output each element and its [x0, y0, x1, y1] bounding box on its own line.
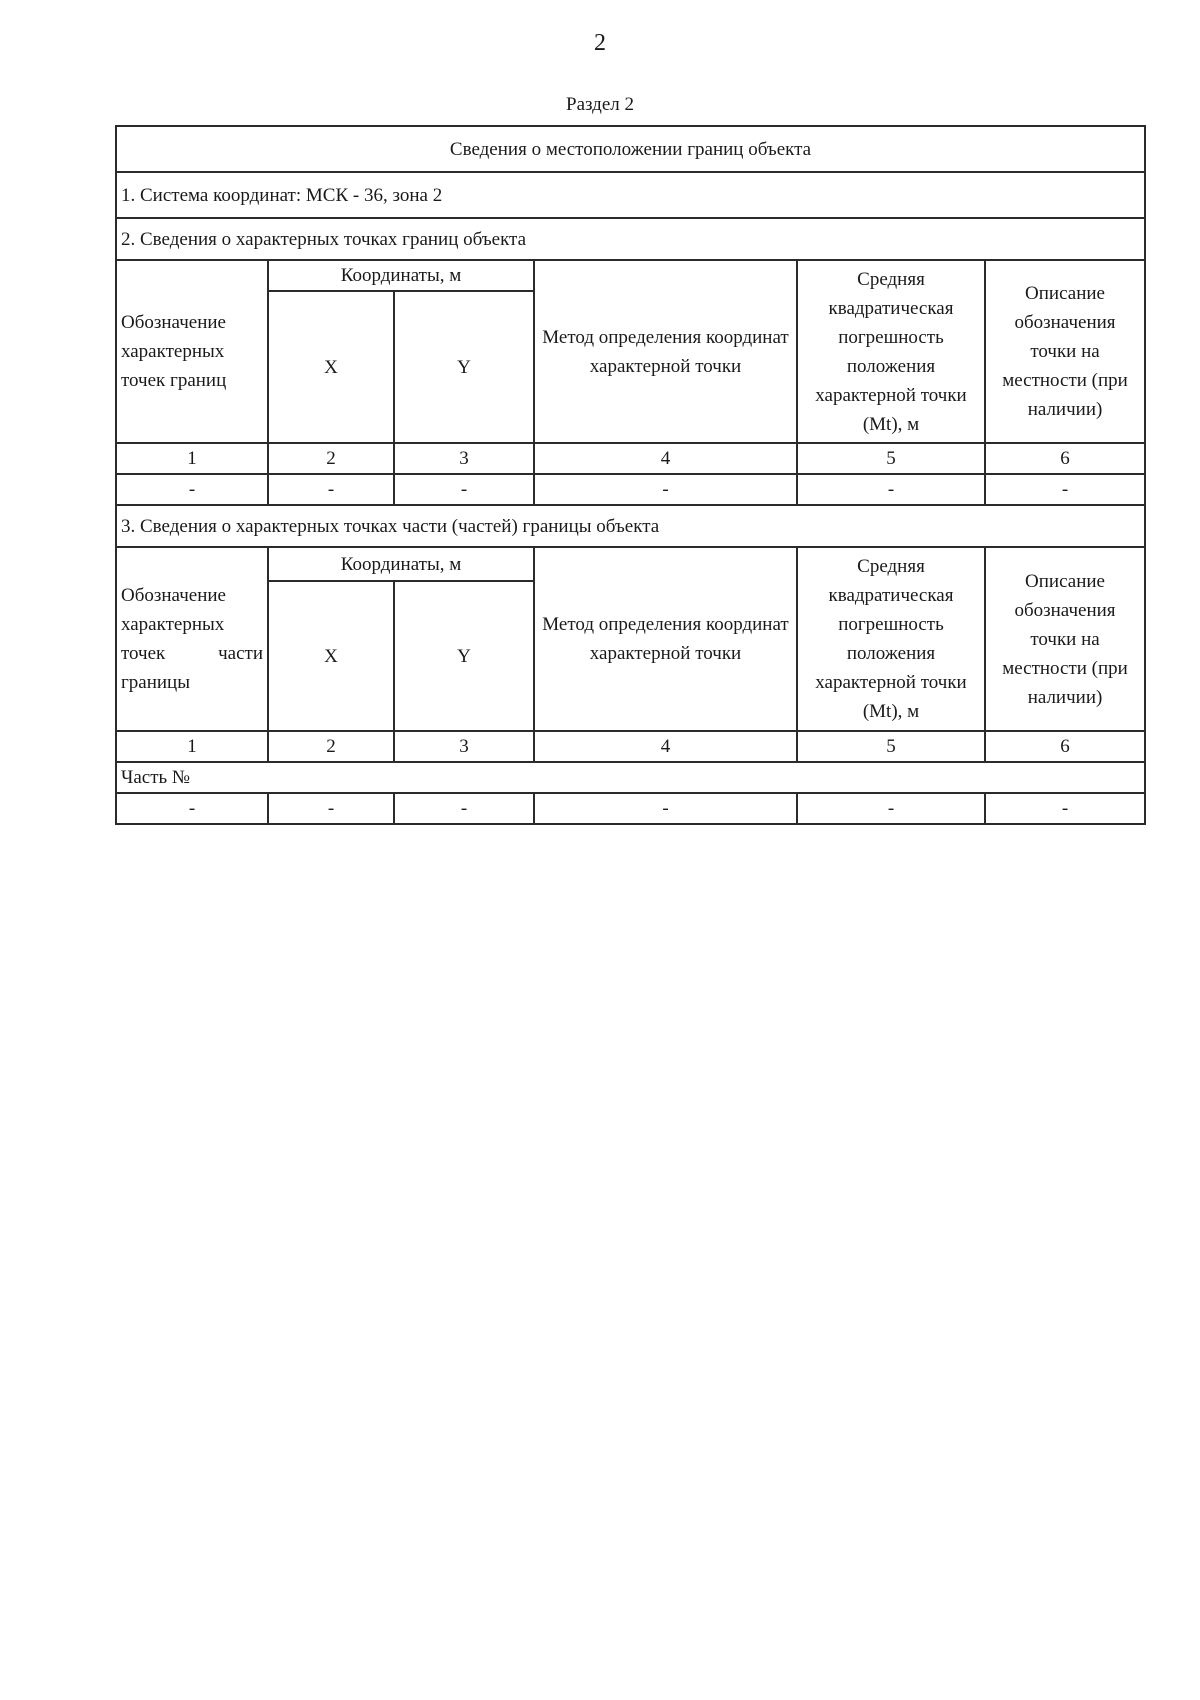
part-label: Часть № — [116, 762, 1145, 793]
table-cell: - — [534, 474, 797, 505]
col-coordinates: Координаты, м — [268, 260, 534, 291]
column-number: 5 — [797, 443, 985, 474]
col-x: X — [268, 291, 394, 443]
boundary-points-heading-row — [116, 218, 1145, 260]
col-method: Метод определения координат характерной точки — [534, 547, 797, 731]
col-error: Средняя квадратическая погрешность положения характерной точки (Mt), м — [797, 547, 985, 731]
col-x: X — [268, 581, 394, 731]
table-cell: - — [116, 793, 268, 824]
coordinate-system: 1. Система координат: МСК - 36, зона 2 — [116, 172, 1145, 218]
table-cell: - — [268, 474, 394, 505]
column-number: 6 — [985, 731, 1145, 762]
col-description: Описание обозначения точки на местности (при наличии) — [985, 547, 1145, 731]
column-number: 3 — [394, 443, 534, 474]
column-number: 4 — [534, 443, 797, 474]
table-cell: - — [797, 793, 985, 824]
table-cell: - — [116, 474, 268, 505]
part-points-heading-row — [116, 505, 1145, 547]
col-error: Средняя квадратическая погрешность положения характерной точки (Mt), м — [797, 260, 985, 443]
table-cell: - — [268, 793, 394, 824]
column-number: 1 — [116, 443, 268, 474]
coordinate-system-row — [116, 172, 1145, 218]
table-cell: - — [394, 474, 534, 505]
part-points-heading: 3. Сведения о характерных точках части (частей) границы объекта — [116, 505, 1145, 547]
table-title: Сведения о местоположении границ объекта — [116, 126, 1145, 172]
col-y: Y — [394, 291, 534, 443]
table-cell: - — [394, 793, 534, 824]
part-points-column-numbers — [116, 731, 1145, 762]
col-coordinates: Координаты, м — [268, 547, 534, 581]
column-number: 3 — [394, 731, 534, 762]
table-cell: - — [797, 474, 985, 505]
boundary-points-column-numbers — [116, 443, 1145, 474]
boundary-info-table — [115, 125, 1146, 825]
col-designation: Обозначение характерных точек границ — [116, 260, 268, 443]
column-number: 2 — [268, 731, 394, 762]
column-number: 6 — [985, 443, 1145, 474]
table-cell: - — [534, 793, 797, 824]
boundary-points-header-row-1 — [116, 260, 1145, 291]
part-label-row — [116, 762, 1145, 793]
boundary-points-heading: 2. Сведения о характерных точках границ объекта — [116, 218, 1145, 260]
table-row — [116, 793, 1145, 824]
table-row — [116, 474, 1145, 505]
column-number: 5 — [797, 731, 985, 762]
section-label: Раздел 2 — [566, 94, 634, 115]
column-number: 1 — [116, 731, 268, 762]
table-cell: - — [985, 793, 1145, 824]
part-points-header-row-1 — [116, 547, 1145, 581]
column-number: 4 — [534, 731, 797, 762]
table-title-row — [116, 126, 1145, 172]
col-description: Описание обозначения точки на местности (при наличии) — [985, 260, 1145, 443]
page-number: 2 — [594, 30, 606, 56]
column-number: 2 — [268, 443, 394, 474]
col-method: Метод определения координат характерной точки — [534, 260, 797, 443]
table-cell: - — [985, 474, 1145, 505]
col-y: Y — [394, 581, 534, 731]
col-designation: Обозначение характерных точек части границы — [116, 547, 268, 731]
